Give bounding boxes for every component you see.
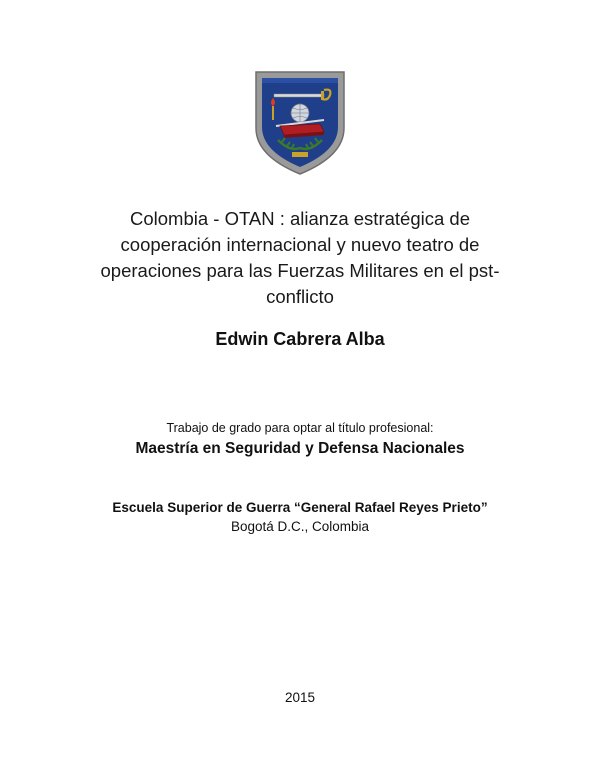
crest-emblem-icon bbox=[252, 68, 348, 178]
title-line: Colombia - OTAN : alianza estratégica de bbox=[129, 208, 470, 229]
title-line: cooperación internacional y nuevo teatro de bbox=[120, 234, 480, 255]
title-line: operaciones para las Fuerzas Militares en el pst- bbox=[100, 260, 500, 281]
publication-year: 2015 bbox=[284, 690, 316, 705]
school-name: Escuela Superior de Guerra “General Rafael Reyes Prieto” bbox=[112, 500, 488, 515]
degree-title: Maestría en Seguridad y Defensa Nacionales bbox=[135, 440, 465, 457]
degree-intro: Trabajo de grado para optar al título profesional: bbox=[166, 421, 434, 435]
document-title bbox=[60, 206, 540, 310]
title-line: conflicto bbox=[266, 286, 334, 307]
city-name: Bogotá D.C., Colombia bbox=[230, 519, 370, 534]
author-name: Edwin Cabrera Alba bbox=[215, 329, 385, 349]
